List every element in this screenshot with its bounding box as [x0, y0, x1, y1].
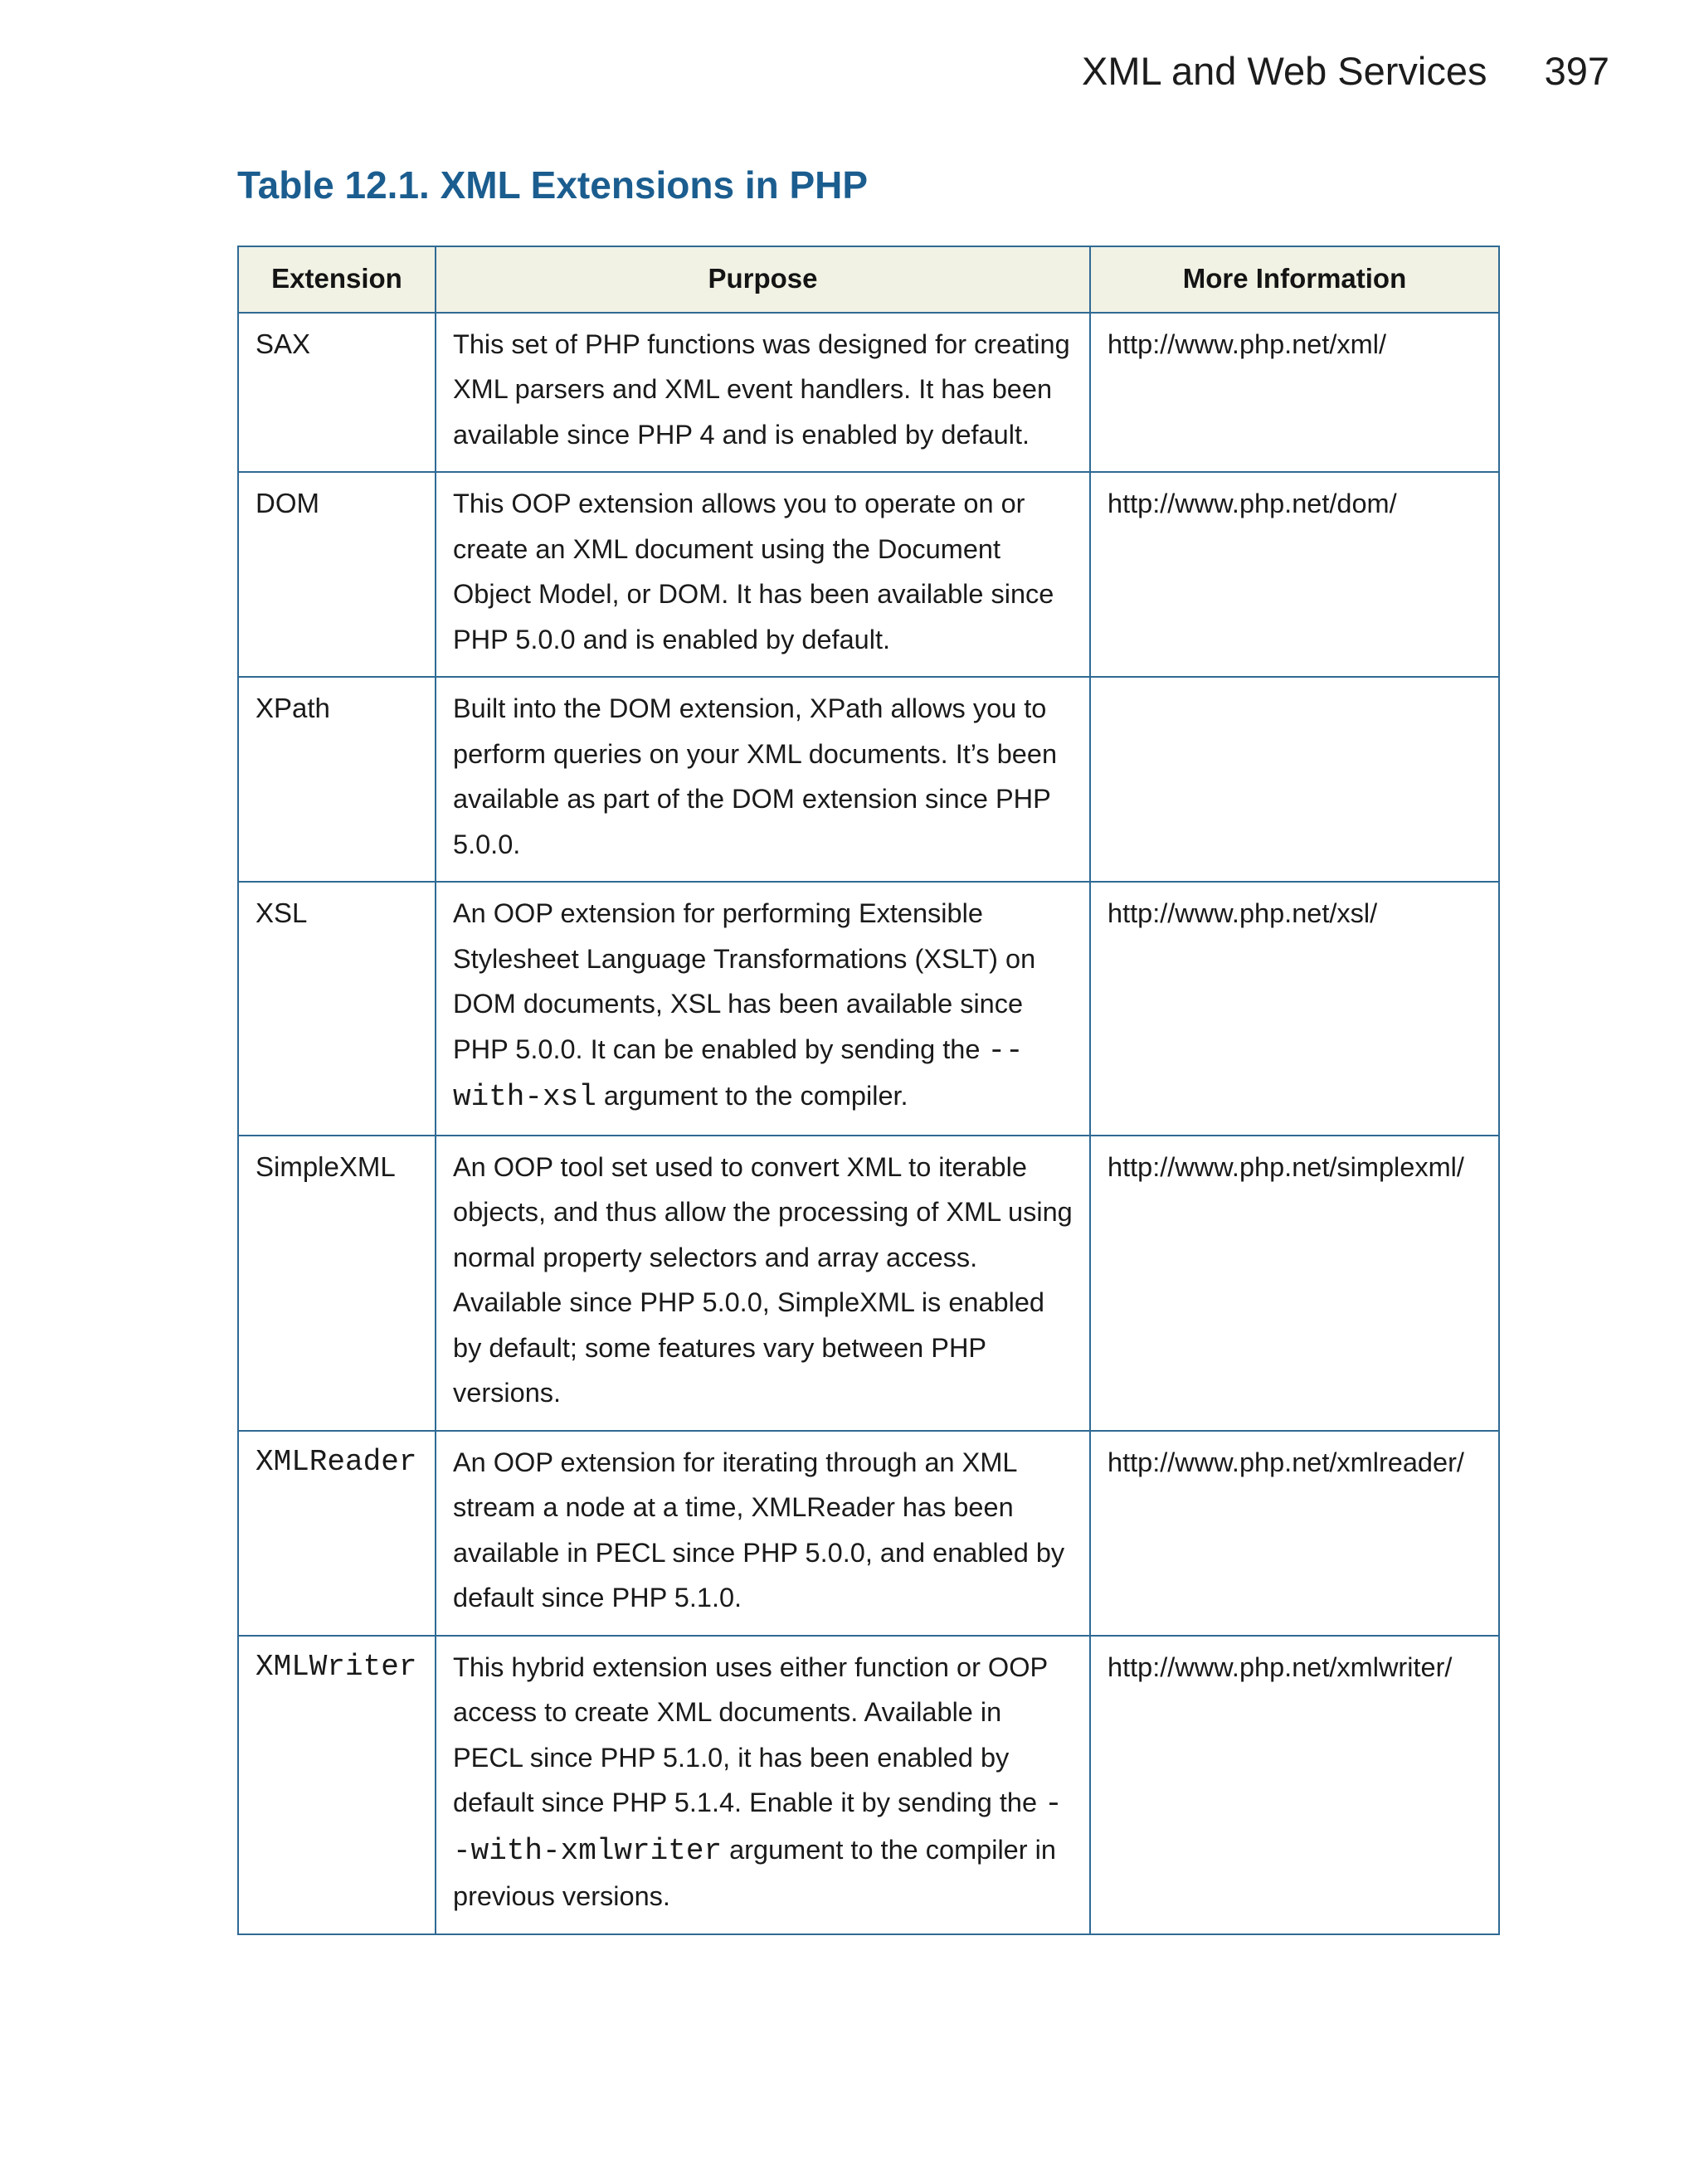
purpose-text: An OOP extension for performing Extensible Stylesheet Language Transformations (XSLT) on DOM documents, XSL has been available since PHP 5.0.0. It can be enabled by sending the	[453, 898, 1036, 1064]
more-information-url: http://www.php.net/simplexml/	[1090, 1136, 1499, 1431]
page-number: 397	[1544, 49, 1609, 93]
purpose-text: An OOP tool set used to convert XML to iterable objects, and thus allow the processing of XML using normal property selectors and array access. Available since PHP 5.0.0, SimpleXML is enabled by default; some features vary between PHP versions.	[453, 1151, 1073, 1408]
table-row	[238, 1636, 1499, 1934]
table-row	[238, 882, 1499, 1136]
table-row	[238, 313, 1499, 473]
more-information-url: http://www.php.net/xml/	[1090, 313, 1499, 473]
purpose-text: argument to the compiler in previous versions.	[453, 1834, 1056, 1911]
extension-name: XPath	[238, 677, 436, 882]
more-information-url	[1090, 677, 1499, 882]
extension-name: XMLWriter	[238, 1636, 436, 1934]
table-caption: Table 12.1. XML Extensions in PHP	[237, 163, 869, 207]
purpose-text: Built into the DOM extension, XPath allows you to perform queries on your XML documents. It’s been available as part of the DOM extension since PHP 5.0.0.	[453, 693, 1058, 859]
extension-name: XMLReader	[238, 1431, 436, 1636]
header-extension: Extension	[238, 246, 436, 313]
table-row	[238, 1136, 1499, 1431]
more-information-url: http://www.php.net/xsl/	[1090, 882, 1499, 1136]
table-body	[238, 313, 1499, 1934]
chapter-title: XML and Web Services	[1082, 49, 1487, 93]
purpose-code-fragment: --with-xsl	[453, 1033, 1024, 1114]
table-row	[238, 677, 1499, 882]
header-more-information: More Information	[1090, 246, 1499, 313]
purpose-code-fragment: --with-xmlwriter	[453, 1787, 1063, 1868]
xml-extensions-table	[237, 246, 1500, 1935]
purpose-text: argument to the compiler.	[596, 1081, 908, 1111]
extension-purpose	[436, 1431, 1090, 1636]
extension-purpose	[436, 882, 1090, 1136]
purpose-text: This OOP extension allows you to operate on or create an XML document using the Document Object Model, or DOM. It has been available since PHP 5.0.0 and is enabled by default.	[453, 489, 1054, 654]
extension-purpose	[436, 1636, 1090, 1934]
extension-purpose	[436, 1136, 1090, 1431]
extension-name: DOM	[238, 472, 436, 677]
table-row	[238, 1431, 1499, 1636]
purpose-text: This set of PHP functions was designed for creating XML parsers and XML event handlers. It has been available since PHP 4 and is enabled by default.	[453, 328, 1070, 450]
extension-name: XSL	[238, 882, 436, 1136]
table-row	[238, 472, 1499, 677]
more-information-url: http://www.php.net/dom/	[1090, 472, 1499, 677]
table-header-row	[238, 246, 1499, 313]
extension-purpose	[436, 472, 1090, 677]
more-information-url: http://www.php.net/xmlwriter/	[1090, 1636, 1499, 1934]
running-head	[1082, 48, 1609, 94]
more-information-url: http://www.php.net/xmlreader/	[1090, 1431, 1499, 1636]
extension-name: SAX	[238, 313, 436, 473]
extension-purpose	[436, 313, 1090, 473]
purpose-text: An OOP extension for iterating through an XML stream a node at a time, XMLReader has been available in PECL since PHP 5.0.0, and enabled by default since PHP 5.1.0.	[453, 1447, 1065, 1612]
extension-name: SimpleXML	[238, 1136, 436, 1431]
extension-purpose	[436, 677, 1090, 882]
header-purpose: Purpose	[436, 246, 1090, 313]
purpose-text: This hybrid extension uses either function or OOP access to create XML documents. Available in PECL since PHP 5.1.0, it has been enabled by default since PHP 5.1.4. Enable it by sending the	[453, 1651, 1048, 1817]
